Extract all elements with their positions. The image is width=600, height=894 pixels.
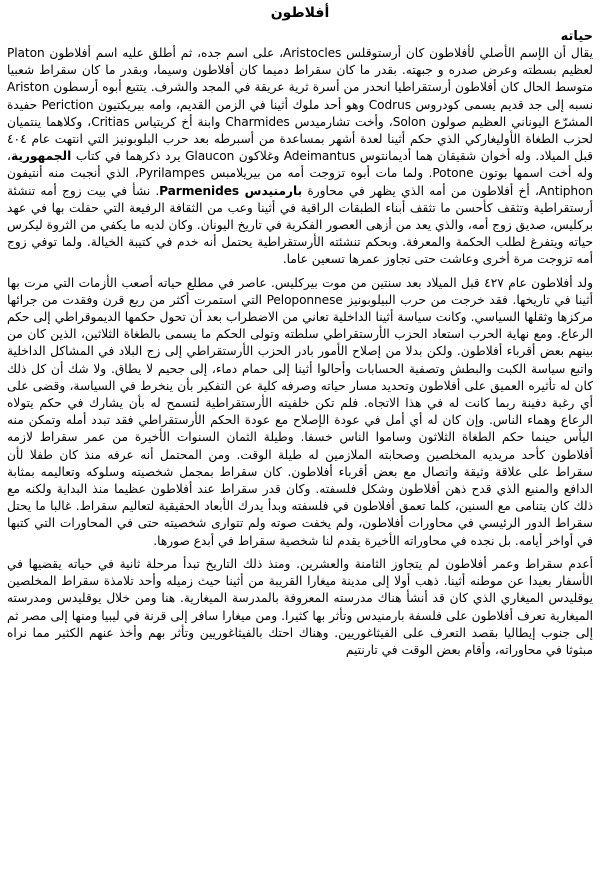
text-run: أعدم سقراط وعمر أفلاطون لم يتجاوز الثامنة والعشرين. ومنذ ذلك التاريخ تبدأ مرحلة ثانية في حياته يقضيها في الأسفار بعيدا عن موطنه أثينا. ذهب أولا إلى مدينة ميغارا القريبة من أثينا حيث زميله وأحد تلامذة سقراط المخلصين يوقليدس الميغاري الذي كان قد أنشأ هناك مدرسته المعروفة بالمدرسة الميغارية. هنا ومن خلال يوقليدس ومدرسته الميغارية تعرف أفلاطون على فلسفة بارمنيدس وتأثر بها كثيرا. ومن ميغارا سافر إلى قرنة في ليبيا ومنها إلى مصر ثم إلى جنوب إيطاليا بقصد التعرف على الفيثاغوريين. وهناك احتك بالفيثاغوريين وتأثر بهم وأخذ عنهم الكثير مما نراه مبثوثا في محاوراته، وأقام بعض الوقت في تارنتيم (7, 556, 593, 657)
bold-text-run: الجمهورية (10, 149, 72, 164)
document-title: أفلاطون (270, 5, 330, 21)
paragraph (7, 556, 593, 659)
body-text (7, 45, 593, 659)
text-run: ، وله أخت اسمها بوتون Potone. ولما مات أبوه تزوجت أمه من بيريلامبس Pyrilampes، الذي أنجبت منه أنتيفون Antiphon، أخ أفلاطون من أمه الذي يظهر في محاورة (7, 149, 593, 198)
text-run: يقال أن الإسم الأصلي لأفلاطون كان أرستوقلس Aristocles، على اسم جده، ثم أطلق عليه اسم أفلاطون Platon لعظيم بسطته وعرض صدره و جبهته. بقدر ما كان سقراط دميما كان أفلاطون وسيما، وبقدر ما كان سقراط شعبيا متوسط الحال كان أفلاطون أرستقراطيا انحدر من أسرة ثرية عريقة في المجد والشرف. يتتبع أبوه أرسطون Ariston نسبه إلى جد قديم يسمى كودروس Codrus وهو أحد ملوك أثينا في الزمن القديم، وامه بيريكتيون Periction حفيدة المشرّع اليوناني العظيم صولون Solon، وأخت تشارميدس Charmides وابنة أخ كريتياس Critias، وكلاهما ينتميان لحزب الطغاة الأوليغاركي الذي حكم أثينا لعدة أشهر بمساعدة من أسبرطه بعد حرب البلوبونيز التي انتهت عام ٤٠٤ قبل الميلاد. وله أخوان شقيقان هما أديمانتوس Adeimantus وغلاكون Glaucon يرد ذكرهما في كتاب (7, 46, 594, 164)
text-run: . نشأ في بيت زوج أمه تنشئة أرستقراطية وتثقف كأحسن ما تثقف أبناء الطبقات الراقية في أثينا وعب من الثقافة الرفيعة التي حفلت بها في عهد بركليس، صديق زوج أمه، والذي يعد من أزهى العصور الفكرية في تاريخ اليونان. وكان لديه ما يكفي من الثروة ليكرس حياته ويتفرغ لطلب الحكمة والمعرفة. وبحكم تنشئته الأرستقراطية يحتمل أنه خدم في كتيبة الخيالة. ولما توفي زوج أمه تزوجت مرة أخرى وعاشت حتى تجاوز عمرها تسعين عاما. (7, 183, 593, 267)
bold-text-run: بارمنيدس Parmenides (159, 183, 303, 198)
paragraph (7, 45, 593, 269)
text-run: ولد أفلاطون عام ٤٢٧ قبل الميلاد بعد سنتين من موت بيركليس. عاصر في مطلع حياته أصعب الأزمات التي مرت بها أثينا في تاريخها. فقد خرجت من حرب البيلوبونيز Peloponnese التي استمرت أكثر من ربع قرن وفقدت من جرائها مركزها وثقلها السياسي. وكانت سياسة أثينا الداخلية تعاني من الاضطراب بعد أن تحول حكمها الديموقراطي إلى حكم الرعاع. ومع نهاية الحرب استعاد الحزب الأرستقراطي سلطته وتولى الحكم ما يسمى بالطغاة الثلاثين، الذين كان من بينهم بعض أقرباء أفلاطون. ولكن بدلا من إصلاح الأمور بادر الحزب الأرستقراطي إلى زج البلاد في المشاكل الداخلية واتبع سياسة الكبت والبطش وتصفية الحسابات وأحالوا أثينا إلى حمام دماء، إلى جحيم لا يطاق. ولا شك أن كل ذلك كان له تأثيره العميق على أفلاطون وتحديد مسار حياته وصرفه كلية عن التفكير بأن ينخرط في السياسة، وقضى على أي رغبة دفينة ربما كانت له في هذا الاتجاه. فلم تكن خلفيته الأرستقراطية لتسمح له بأن يشارك في حكم يتولاه الرعاع وهماء الناس. وإن كان له أي أمل في عودة الإصلاح مع عودة الحكم الأرستقراطي فقد تبدد أمله وتمكن منه اليأس حينما حكم الطغاة الثلاثون وساموا الناس خسفا. وطيلة الثمان السنوات الأخيرة من عمر سقراط لازمه أفلاطون كأحد مريديه المخلصين وصحابته الملازمين له طيلة الوقت. ومن المحتمل أنه عرفه منذ كان طفلا لأن سقراط على علاقة وثيقة واتصال مع بعض أقرباء أفلاطون. كان سقراط بمجمل شخصيته وسلوكه وتعاليمه بمثابة الدافع والمنبع الذي قدح ذهن أفلاطون وشكل فلسفته. وكان قدر سقراط عند أفلاطون عظيما منذ البداية ولكنه مع ذلك كان يتنامى مع السنين، كلما تعمق أفلاطون في فلسفته وبدأ يدرك الأبعاد الحقيقية لتعاليم سقراط. غالبا ما يحتل سقراط الدور الرئيسي في محاورات أفلاطون، ولم يخفت صوته ولم تتوارى شخصيته حتى في المحاورات التي كتبها في أواخر أيامه. بل نجده في محاوراته الأخيرة يقدم لنا شخصية سقراط في أبدع صورها. (7, 275, 593, 548)
paragraph (7, 275, 593, 550)
section-heading: حياته (560, 29, 593, 44)
